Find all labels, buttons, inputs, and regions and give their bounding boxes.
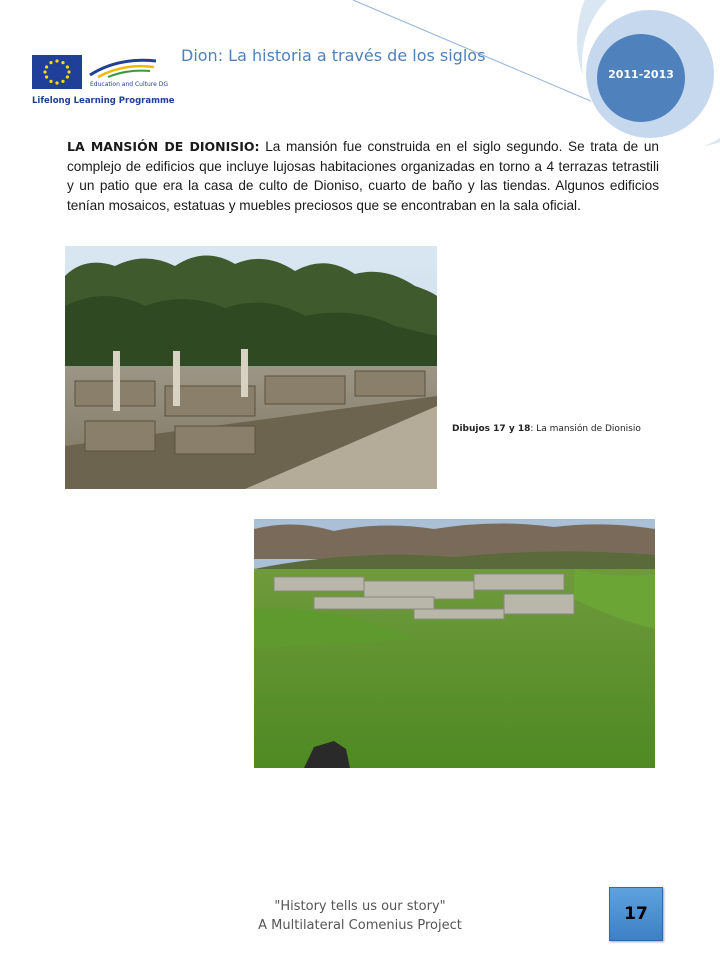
section-text: La mansión fue construida en el siglo segundo. Se trata de un complejo de edificios que incluye lujosas habitaciones organizadas en torno a 4 terrazas tetrastili y un patio que era la casa de culto de Dioniso, cuarto de baño y las tiendas. Algunos edificios tenían mosaicos, estatuas y muebles preciosos que se encontraban en la sala oficial.	[67, 139, 659, 213]
project-years: 2011-2013	[608, 68, 674, 81]
lifelong-learning-logo	[32, 55, 182, 110]
page-number-badge: 17	[609, 887, 663, 941]
eu-flag-icon	[32, 55, 82, 89]
dg-label: Education and Culture DG	[90, 81, 168, 88]
dg-swoosh-icon	[88, 55, 158, 79]
photo-mansion-columns	[65, 246, 437, 489]
body-paragraph	[67, 137, 659, 215]
caption-text: : La mansión de Dionisio	[530, 424, 641, 434]
programme-label: Lifelong Learning Programme	[32, 96, 175, 106]
caption-label: Dibujos 17 y 18	[452, 424, 531, 434]
photo-caption	[452, 424, 641, 434]
footer-line-2: A Multilateral Comenius Project	[258, 918, 462, 933]
footer-line-1: "History tells us our story"	[274, 899, 446, 914]
section-heading: LA MANSIÓN DE DIONISIO:	[67, 139, 260, 154]
footer	[200, 897, 520, 935]
photo-mansion-field	[254, 519, 655, 768]
header-title: Dion: La historia a través de los siglos	[181, 46, 486, 65]
